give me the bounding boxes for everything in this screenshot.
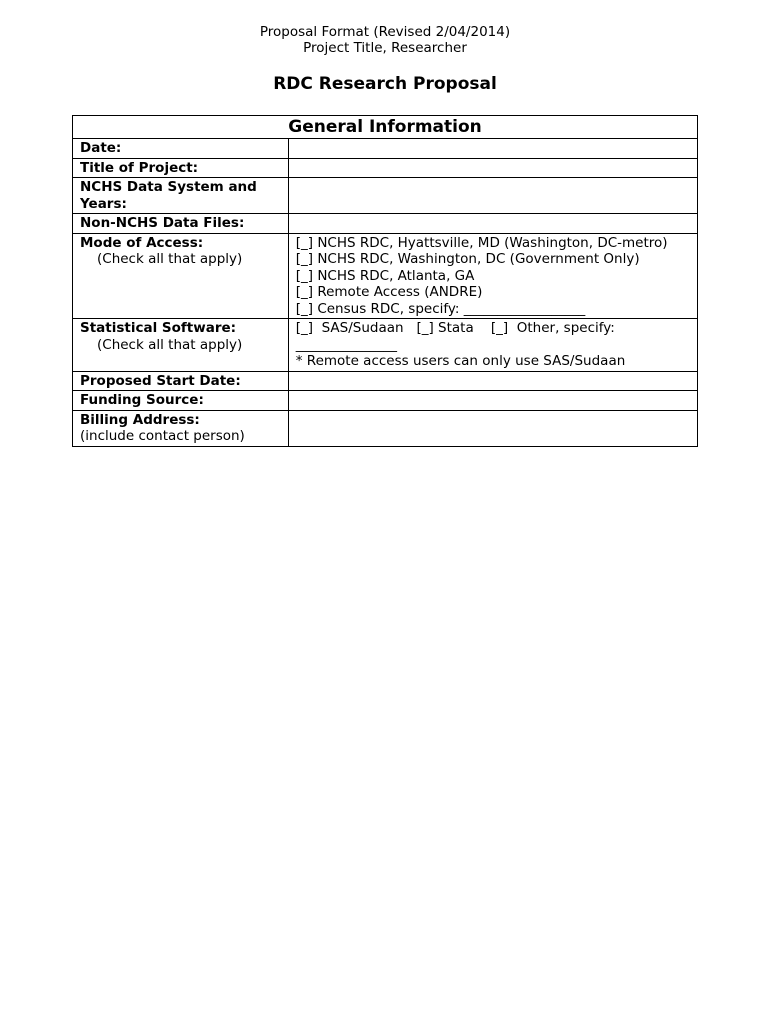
mode-option-atlanta[interactable]: [_] NCHS RDC, Atlanta, GA — [295, 267, 475, 284]
mode-of-access-cell — [73, 233, 289, 319]
table-row-funding — [73, 391, 698, 411]
revision-line: Proposal Format (Revised 2/04/2014) — [259, 24, 511, 40]
mode-hint: (Check all that apply) — [97, 251, 243, 267]
software-cell — [73, 319, 289, 372]
software-options[interactable]: [_] SAS/Sudaan [_] Stata [_] Other, specify: — [295, 320, 615, 336]
mode-option-remote[interactable]: [_] Remote Access (ANDRE) — [295, 284, 483, 300]
table-row-billing — [73, 410, 698, 446]
general-information-table — [72, 115, 698, 447]
nchs-data-field[interactable] — [288, 178, 697, 214]
nchs-data-label: NCHS Data System and Years: — [73, 178, 289, 214]
date-field[interactable] — [288, 139, 697, 159]
billing-field[interactable] — [288, 410, 697, 446]
mode-option-washington[interactable]: [_] NCHS RDC, Washington, DC (Government Only) — [295, 251, 640, 267]
page-header — [0, 24, 770, 56]
mode-options-cell — [288, 233, 697, 319]
table-row-project-title — [73, 158, 698, 178]
billing-label: Billing Address: — [80, 411, 200, 428]
funding-label: Funding Source: — [73, 391, 289, 411]
software-note: * Remote access users can only use SAS/Sudaan — [295, 353, 626, 369]
project-title-label: Title of Project: — [73, 158, 289, 178]
table-row-non-nchs — [73, 214, 698, 234]
table-row-software — [73, 319, 698, 372]
mode-label: Mode of Access: — [80, 234, 204, 251]
mode-option-census[interactable]: [_] Census RDC, specify: __________________ — [295, 300, 586, 317]
table-row-start-date — [73, 371, 698, 391]
start-date-field[interactable] — [288, 371, 697, 391]
date-label: Date: — [73, 139, 289, 159]
table-row-date — [73, 139, 698, 159]
non-nchs-field[interactable] — [288, 214, 697, 234]
software-options-cell — [288, 319, 697, 372]
table-header-row — [73, 116, 698, 139]
project-researcher-line: Project Title, Researcher — [303, 40, 467, 56]
start-date-label: Proposed Start Date: — [73, 371, 289, 391]
table-row-nchs-data — [73, 178, 698, 214]
funding-field[interactable] — [288, 391, 697, 411]
document-title: RDC Research Proposal — [273, 74, 497, 94]
billing-hint: (include contact person) — [80, 428, 245, 444]
software-hint: (Check all that apply) — [97, 336, 243, 353]
non-nchs-label: Non-NCHS Data Files: — [73, 214, 289, 234]
table-row-mode-of-access — [73, 233, 698, 319]
project-title-field[interactable] — [288, 158, 697, 178]
software-label: Statistical Software: — [80, 320, 237, 336]
billing-cell — [73, 410, 289, 446]
mode-option-hyattsville[interactable]: [_] NCHS RDC, Hyattsville, MD (Washington, DC-metro) — [295, 234, 668, 251]
software-other-blank[interactable]: _______________ — [295, 336, 397, 353]
section-title: General Information — [73, 116, 698, 139]
